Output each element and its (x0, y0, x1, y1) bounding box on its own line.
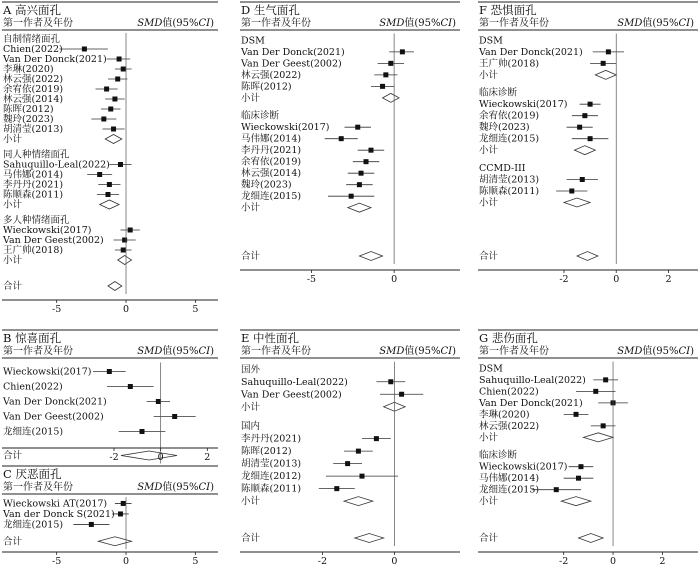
forest-panel (478, 330, 698, 567)
subgroup-label: 多人种情绪面孔 (3, 215, 70, 226)
effect-header-close: ) (452, 18, 456, 29)
total-diamond (108, 282, 122, 291)
effect-header-value: 值(95% (162, 18, 199, 29)
study-effect-marker (128, 384, 133, 389)
total-label: 合计 (3, 536, 23, 548)
x-tick-label: -5 (52, 556, 62, 567)
study-label: 余宥依(2019) (479, 110, 540, 122)
study-effect-marker (107, 182, 112, 187)
x-tick-label: 0 (122, 556, 130, 567)
effect-header-ci: CI (198, 346, 211, 357)
study-effect-marker (574, 412, 579, 417)
study-label: 李丹丹(2021) (3, 179, 64, 191)
column-header-effect (617, 344, 694, 357)
panel-title: G 悲伤面孔 (479, 331, 538, 345)
effect-header-close: ) (210, 346, 214, 357)
column-header-study: 第一作者及年份 (241, 18, 311, 29)
study-label: Wieckowski(2017) (479, 461, 568, 473)
x-tick-label: 2 (204, 452, 211, 463)
study-label: Van Der Donck(2021) (479, 46, 583, 58)
study-effect-marker (101, 117, 106, 122)
study-effect-marker (577, 125, 582, 130)
forest-panel (2, 330, 218, 464)
subtotal-label: 小计 (3, 255, 23, 266)
study-label: 李丹丹(2021) (241, 145, 302, 157)
subtotal-label: 小计 (3, 134, 23, 145)
study-effect-marker (388, 379, 393, 384)
study-effect-marker (357, 182, 362, 187)
study-effect-marker (400, 49, 405, 54)
subgroup-label: DSM (241, 35, 265, 47)
study-label: 余宥依(2019) (241, 156, 302, 168)
study-label: 胡清莹(2013) (3, 124, 64, 135)
study-label: Wieckowski(2017) (241, 122, 330, 134)
subtotal-label: 小计 (479, 145, 499, 157)
effect-header-value: 值(95% (642, 346, 679, 357)
subtotal-label: 小计 (3, 199, 23, 211)
study-effect-marker (117, 57, 122, 62)
column-header-effect (137, 344, 214, 357)
study-effect-marker (554, 487, 559, 492)
subgroup-label: 临床诊断 (241, 110, 280, 122)
column-header-study: 第一作者及年份 (3, 18, 73, 29)
study-label: 陈顺森(2011) (3, 189, 64, 201)
study-label: 龙细连(2015) (3, 426, 64, 438)
study-effect-marker (121, 501, 126, 506)
study-effect-marker (111, 127, 116, 132)
study-label: 胡清莹(2013) (241, 458, 302, 470)
study-effect-marker (356, 449, 361, 454)
study-label: Van Der Geest(2002) (3, 411, 104, 423)
effect-header-smd: SMD (379, 18, 405, 29)
study-label: 余宥依(2019) (3, 84, 64, 95)
study-effect-marker (97, 172, 102, 177)
study-effect-marker (383, 72, 388, 77)
column-header-effect (137, 480, 214, 493)
study-effect-marker (601, 61, 606, 66)
subgroup-label: 同人种情绪面孔 (3, 149, 70, 161)
panel-title: F 恐惧面孔 (479, 3, 537, 17)
effect-header-ci: CI (678, 18, 691, 29)
total-diamond (121, 451, 177, 460)
study-label: 龙细连(2012) (241, 471, 302, 483)
study-label: 陈晖(2012) (241, 81, 292, 93)
subtotal-diamond (100, 200, 119, 209)
x-tick-label: -2 (559, 556, 569, 567)
forest-panel (2, 2, 218, 315)
study-label: 李琳(2020) (3, 64, 54, 75)
total-label: 合计 (479, 533, 499, 544)
study-label: 林云强(2022) (241, 69, 302, 81)
total-diamond (355, 534, 384, 543)
study-label: Wieckowski AT(2017) (3, 498, 108, 510)
study-effect-marker (399, 392, 404, 397)
effect-header-value: 值(95% (404, 346, 441, 357)
study-label: 林云强(2014) (241, 168, 302, 180)
x-tick-label: 0 (122, 304, 130, 315)
effect-header-close: ) (690, 18, 694, 29)
study-label: 龙细连(2015) (479, 484, 540, 496)
effect-header-smd: SMD (379, 346, 405, 357)
study-label: Van Der Donck(2021) (3, 396, 107, 408)
effect-header-ci: CI (440, 346, 453, 357)
column-header-study: 第一作者及年份 (241, 346, 311, 357)
subgroup-label: DSM (479, 363, 503, 375)
effect-header-smd: SMD (137, 482, 163, 493)
study-effect-marker (606, 49, 611, 54)
subtotal-diamond (583, 433, 613, 442)
study-effect-marker (364, 159, 369, 164)
study-effect-marker (334, 486, 339, 491)
effect-header-value: 值(95% (162, 346, 199, 357)
study-label: Van der Donck S(2021) (3, 508, 115, 520)
study-effect-marker (345, 461, 350, 466)
study-effect-marker (360, 474, 365, 479)
study-effect-marker (108, 107, 113, 112)
study-effect-marker (105, 192, 110, 197)
subtotal-label: 小计 (241, 92, 261, 104)
x-tick-label: 5 (192, 556, 199, 567)
study-effect-marker (140, 429, 145, 434)
column-header-effect (617, 16, 694, 29)
study-effect-marker (576, 476, 581, 481)
x-tick-label: 0 (157, 452, 164, 463)
subtotal-label: 小计 (241, 202, 261, 214)
study-effect-marker (118, 511, 123, 516)
study-effect-marker (121, 248, 126, 253)
study-effect-marker (578, 464, 583, 469)
panel-title: C 厌恶面孔 (3, 467, 62, 481)
effect-header-close: ) (690, 346, 694, 357)
study-label: 魏玲(2023) (479, 122, 530, 134)
subtotal-label: 小计 (241, 496, 261, 508)
study-label: 龙细连(2015) (479, 133, 540, 145)
study-label: 马伟娜(2014) (3, 169, 64, 181)
effect-header-smd: SMD (137, 18, 163, 29)
panel-title: A 高兴面孔 (3, 3, 61, 17)
study-label: 马伟娜(2014) (241, 133, 302, 145)
column-header-study: 第一作者及年份 (3, 346, 73, 357)
study-label: Sahuquillo-Leal(2022) (479, 374, 586, 386)
x-tick-label: -2 (559, 274, 569, 285)
study-label: Chien(2022) (3, 381, 63, 393)
x-tick-label: 0 (610, 556, 617, 567)
study-label: 林云强(2022) (3, 74, 64, 85)
study-effect-marker (89, 522, 94, 527)
study-label: Van Der Donck(2021) (479, 397, 583, 409)
effect-header-smd: SMD (617, 346, 643, 357)
subgroup-label: 自制情绪面孔 (3, 34, 61, 45)
study-effect-marker (112, 97, 117, 102)
study-effect-marker (388, 61, 393, 66)
x-tick-label: 5 (192, 304, 199, 315)
study-label: Van Der Donck(2021) (3, 54, 107, 65)
effect-header-close: ) (210, 482, 214, 493)
subtotal-label: 小计 (479, 197, 499, 209)
subtotal-diamond (344, 497, 373, 506)
subtotal-diamond (118, 256, 132, 265)
column-header-effect (379, 16, 456, 29)
study-effect-marker (569, 189, 574, 194)
effect-header-smd: SMD (137, 346, 163, 357)
effect-header-value: 值(95% (162, 482, 199, 493)
panel-title: B 惊喜面孔 (3, 331, 62, 345)
study-label: Van Der Geest(2002) (241, 389, 342, 401)
study-label: 陈晖(2012) (3, 104, 54, 115)
total-label: 合计 (3, 450, 23, 462)
study-effect-marker (104, 87, 109, 92)
total-diamond (577, 252, 598, 261)
column-header-effect (379, 344, 456, 357)
subgroup-label: 国内 (241, 421, 261, 433)
column-header-effect (137, 16, 214, 29)
subtotal-diamond (595, 70, 616, 79)
x-tick-label: -5 (52, 304, 62, 315)
x-tick-label: 0 (391, 556, 398, 567)
study-effect-marker (156, 399, 161, 404)
effect-header-value: 值(95% (642, 18, 679, 29)
subtotal-diamond (561, 497, 591, 506)
subtotal-diamond (105, 135, 122, 144)
study-label: Sahuquillo-Leal(2022) (241, 376, 348, 388)
subtotal-label: 小计 (479, 69, 499, 81)
study-label: Wieckowski(2017) (479, 99, 568, 111)
study-effect-marker (82, 47, 87, 52)
forest-panel (240, 2, 460, 285)
study-effect-marker (359, 171, 364, 176)
study-effect-marker (580, 177, 585, 182)
study-label: 陈顺森(2011) (241, 483, 302, 495)
study-label: Wieckowski(2017) (3, 225, 92, 236)
forest-panel (240, 330, 460, 567)
study-effect-marker (349, 194, 354, 199)
study-effect-marker (601, 423, 606, 428)
x-tick-label: 2 (665, 274, 672, 285)
study-effect-marker (339, 136, 344, 141)
column-header-study: 第一作者及年份 (479, 18, 549, 29)
total-label: 合计 (241, 533, 261, 544)
study-effect-marker (128, 228, 133, 233)
effect-header-ci: CI (198, 18, 211, 29)
effect-header-close: ) (210, 18, 214, 29)
x-tick-label: 0 (391, 274, 398, 285)
study-label: Van Der Geest(2002) (3, 235, 104, 246)
study-label: Chien(2022) (3, 44, 63, 55)
study-effect-marker (118, 162, 123, 167)
total-label: 合计 (241, 251, 261, 262)
forest-panel (2, 466, 218, 567)
subtotal-diamond (564, 198, 590, 207)
study-effect-marker (588, 102, 593, 107)
effect-header-ci: CI (440, 18, 453, 29)
x-tick-label: -2 (317, 556, 328, 567)
study-label: 李丹丹(2021) (241, 433, 302, 445)
study-label: 李琳(2020) (479, 409, 530, 421)
study-effect-marker (603, 377, 608, 382)
study-label: Van Der Donck(2021) (241, 46, 345, 58)
study-effect-marker (374, 436, 379, 441)
subgroup-label: CCMD-III (479, 163, 526, 174)
study-label: 龙细连(2015) (241, 191, 302, 203)
total-diamond (578, 534, 603, 543)
study-label: 马伟娜(2014) (479, 473, 540, 485)
study-effect-marker (122, 238, 127, 243)
subgroup-label: 国外 (241, 364, 261, 376)
study-label: 陈晖(2012) (241, 446, 292, 458)
study-label: 林云强(2022) (479, 420, 540, 432)
subtotal-diamond (348, 203, 371, 212)
total-label: 合计 (3, 281, 23, 292)
study-effect-marker (121, 67, 126, 72)
study-label: Van Der Geest(2002) (241, 58, 342, 70)
subgroup-label: DSM (479, 35, 503, 47)
subtotal-label: 小计 (241, 401, 261, 413)
effect-header-close: ) (452, 346, 456, 357)
study-label: 魏玲(2023) (3, 114, 54, 125)
study-effect-marker (172, 414, 177, 419)
study-label: Sahuquillo-Leal(2022) (3, 159, 110, 171)
total-label: 合计 (479, 251, 499, 262)
study-effect-marker (582, 113, 587, 118)
subgroup-label: 临床诊断 (479, 450, 518, 462)
study-effect-marker (380, 84, 385, 89)
x-tick-label: 2 (659, 556, 666, 567)
study-effect-marker (115, 77, 120, 82)
x-tick-label: -2 (109, 452, 119, 463)
total-diamond (359, 252, 382, 261)
subgroup-label: 临床诊断 (479, 87, 518, 99)
study-label: 胡清莹(2013) (479, 174, 540, 186)
study-label: 龙细连(2015) (3, 519, 64, 531)
study-effect-marker (355, 125, 360, 130)
panel-title: D 生气面孔 (241, 3, 300, 17)
study-label: 陈顺森(2011) (479, 186, 540, 197)
column-header-study: 第一作者及年份 (3, 482, 73, 493)
study-label: 王广帅(2018) (3, 245, 64, 256)
study-effect-marker (588, 136, 593, 141)
subtotal-diamond (574, 146, 595, 155)
study-label: 王广帅(2018) (479, 58, 540, 70)
study-effect-marker (368, 148, 373, 153)
effect-header-value: 值(95% (404, 18, 441, 29)
subtotal-label: 小计 (479, 496, 499, 508)
forest-panel (478, 2, 698, 285)
study-effect-marker (593, 389, 598, 394)
panel-title: E 中性面孔 (241, 331, 300, 345)
study-label: 林云强(2014) (3, 94, 64, 105)
effect-header-ci: CI (678, 346, 691, 357)
study-effect-marker (107, 369, 112, 374)
total-diamond (98, 537, 131, 546)
effect-header-ci: CI (198, 482, 211, 493)
subtotal-diamond (383, 93, 400, 102)
effect-header-smd: SMD (617, 18, 643, 29)
study-label: Chien(2022) (479, 386, 539, 398)
study-label: 魏玲(2023) (241, 179, 292, 191)
subtotal-label: 小计 (479, 432, 499, 444)
study-label: Wieckowski(2017) (3, 366, 92, 378)
x-tick-label: 0 (613, 274, 620, 285)
x-tick-label: -5 (306, 274, 317, 285)
column-header-study: 第一作者及年份 (479, 346, 549, 357)
